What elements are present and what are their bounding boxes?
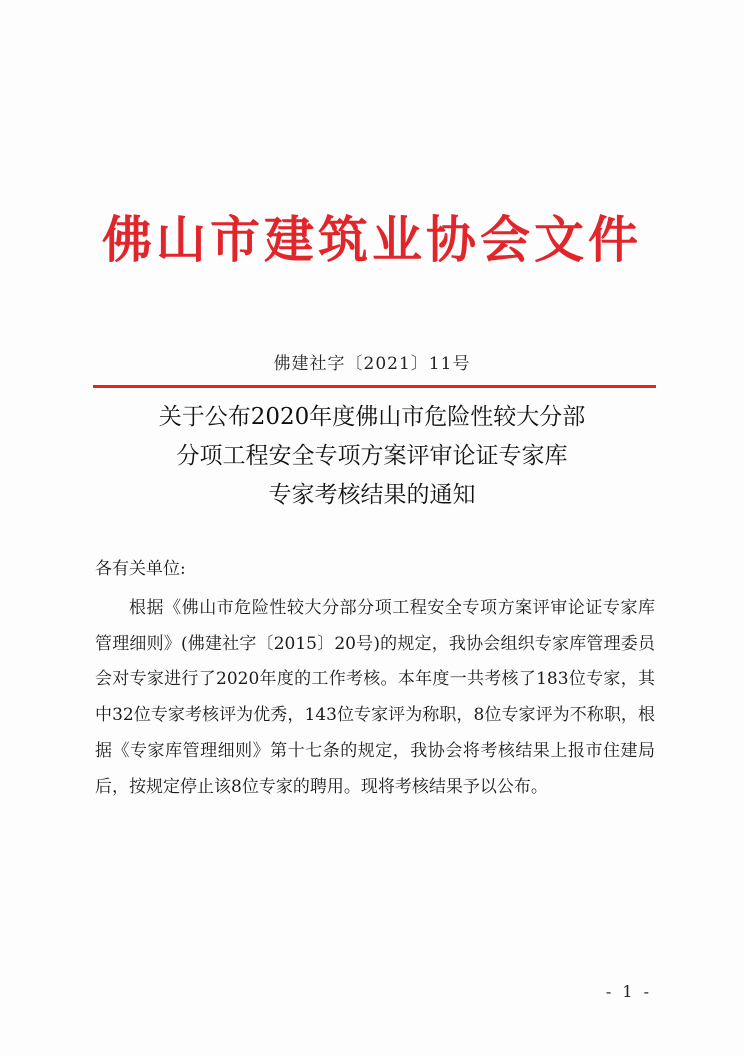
notice-title-line: 专家考核结果的通知 xyxy=(268,482,476,508)
page-number: - 1 - xyxy=(605,982,652,1001)
notice-title-line: 关于公布2020年度佛山市危险性较大分部 xyxy=(158,404,586,430)
masthead-title: 佛山市建筑业协会文件 xyxy=(102,210,642,269)
notice-title xyxy=(0,398,744,515)
body-paragraph: 根据《佛山市危险性较大分部分项工程安全专项方案评审论证专家库管理细则》(佛建社字〔2015〕20号)的规定，我协会组织专家库管理委员会对专家进行了2020年度的工作考核。本年度一共考核了183位专家，其中32位专家考核评为优秀，143位专家评为称职，8位专家评为不称职，根据《专家库管理细则》第十七条的规定，我协会将考核结果上报市住建局后，按规定停止该8位专家的聘用。现将考核结果予以公布。 xyxy=(95,598,655,797)
red-divider-line xyxy=(93,385,656,388)
salutation: 各有关单位: xyxy=(95,559,186,579)
document-number: 佛建社字〔2021〕11号 xyxy=(273,354,471,374)
notice-title-line: 分项工程安全专项方案评审论证专家库 xyxy=(176,443,568,469)
